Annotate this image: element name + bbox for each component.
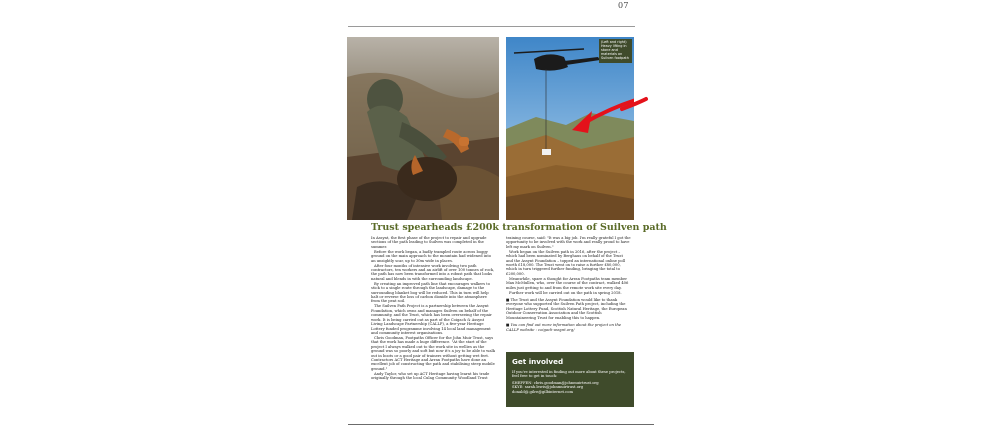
paragraph: training course, said: "It was a big job. I'm really grateful I got the opportunity to be involved with the work and really proud to have left my mark on Suilven." [506, 236, 631, 249]
contact-line[interactable]: donald@.gilre@gilbinternet.com [512, 389, 573, 394]
get-involved-body [512, 370, 628, 394]
top-rule [348, 26, 635, 27]
bottom-rule [348, 424, 654, 425]
get-involved-box [506, 352, 634, 407]
paragraph: In Assynt, the first phase of the project to repair and upgrade sections of the path leading to Suilven was completed in the summer. [371, 236, 487, 249]
thanks-note: ■ The Trust and the Assynt Foundation would like to thank everyone who supported the Suilven Path project, including the Heritage Lottery Fund, Scottish Natural Heritage, the European Outdoor Conservation Association and the Scottish Mountaineering Trust for enabling this to happen. [506, 298, 627, 320]
paragraph: Before the work began, a badly trampled route across boggy ground on the main approach to the mountain had widened into an unsightly scar, up to 30m wide in places. [371, 249, 492, 263]
page-number: 07 [618, 1, 629, 10]
photo-worker-carrying-rock [347, 37, 499, 220]
get-involved-intro: If you're interested in finding out more about these projects, feel free to get in touch: [512, 370, 626, 379]
article-column-right [506, 236, 631, 333]
contact-line[interactable]: SKYE: sarah.lewis@johnmuirtrust.org [512, 385, 584, 390]
paragraph: The Suilven Path Project is a partnership between the Assynt Foundation, which owns and manages Suilven on behalf of the community, and the Trust, which has been overseeing the repair work. It is being carried out as part of the Coigach & Assynt Living Landscape Partnership (CALLP), a five-year Heritage Lottery funded programme involving 14 local land management and community interest organisations. [371, 304, 492, 335]
find-out-more-note: ■ You can find out more information about the project on the CALLP website : coigach-assynt.org/ [506, 323, 622, 332]
paragraph: Work began on the Suilven path in 2016, after the project – which had been nominated by Berghaus on behalf of the Trust and the Assynt Foundation – topped an international online poll worth £18,000. The Trust went on to raise a further £80,000, which in turn triggered further funding, bringing the total to £200,000. [506, 249, 626, 276]
photo-helicopter-airlift [506, 37, 634, 220]
paragraph: Further work will be carried out on the path in spring 2018. [509, 290, 622, 295]
worker-illustration [347, 37, 499, 220]
paragraph: Chris Goodman, Footpaths Officer for the John Muir Trust, says that the work has made a huge difference. "At the start of the project I always walked out to the work site in wellies as the ground was so poorly and soft but now it's a joy to be able to walk out in boots or a good pair of trainers without getting wet feet. Contractors ACT Heritage and Arran Footpaths have done an excellent job of constructing the path and stabilising steep mobile ground." [371, 335, 495, 371]
paragraph: Meanwhile, spare a thought for Arran Footpaths team member Max McMullen, who, over the course of the contract, walked 406 miles just getting to and from the remote work site every day. [506, 276, 629, 290]
photo-caption: (Left and right) Heavy lifting in stone and materials on Suilven footpath [599, 39, 632, 63]
get-involved-title: Get involved [512, 357, 564, 366]
paragraph: By creating an improved path line that encourages walkers to stick to a single route through the landscape, damage to the surrounding blanket bog will be reduced. This in turn will help halt or reverse the loss of carbon dioxide into the atmosphere from the peat soil. [371, 281, 490, 304]
article-column-left [371, 236, 496, 381]
paragraph: Andy Taylor, who set up ACT Heritage having learnt his trade originally through the local Culag Community Woodland Trust [371, 371, 490, 381]
helicopter-illustration [506, 37, 634, 220]
contact-line[interactable]: SHEFFEN: chris.goodman@johnmuirtrust.org [512, 380, 599, 385]
article-headline: Trust spearheads £200k transformation of Suilven path [371, 222, 667, 233]
red-arrow-tail [620, 95, 650, 115]
paragraph: After four months of intensive work involving two path contractors, ten workers and an airlift of over 100 tonnes of rock, the path has now been transformed into a robust path that looks natural and blends in with the surrounding landscape. [371, 263, 495, 281]
